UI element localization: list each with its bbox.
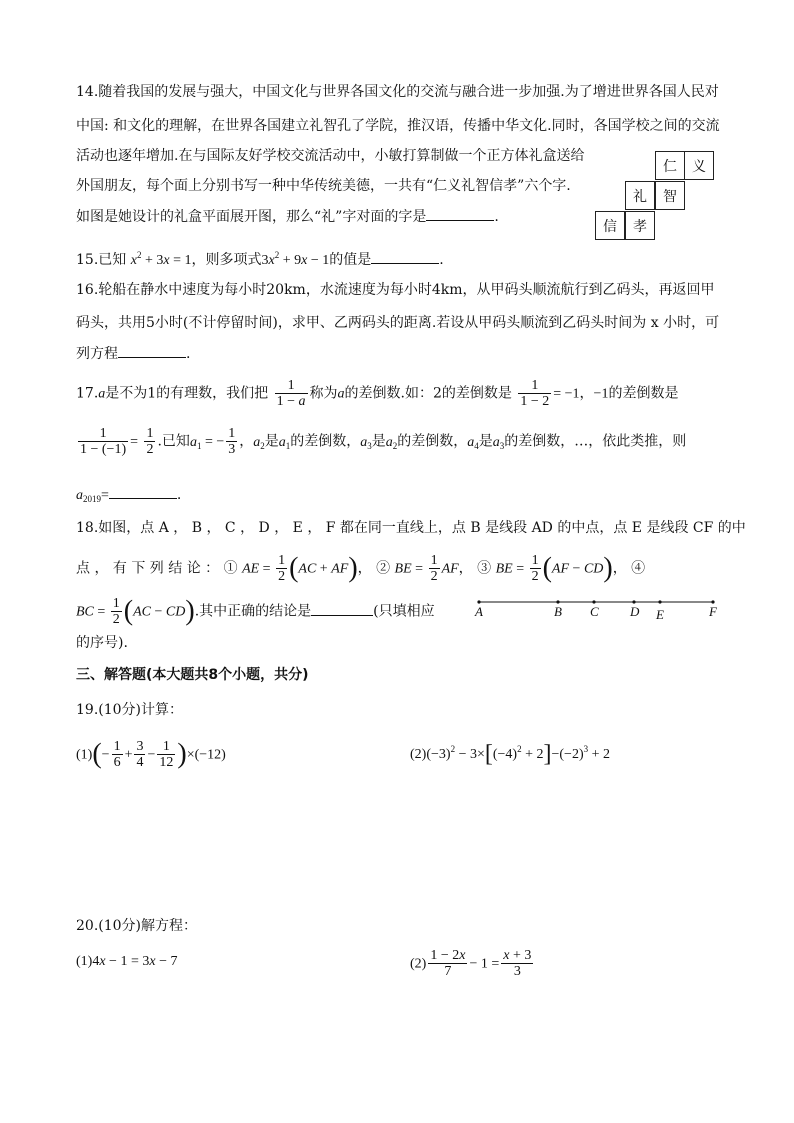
q18-circle-1: ① <box>223 560 238 577</box>
cube-cell-xin: 信 <box>595 211 625 240</box>
cube-cell-zhi: 智 <box>655 181 685 210</box>
q18-circle-2: ② <box>376 560 391 577</box>
fraction-1-over-1-minus-neg1: $\frac{1}{1 - (-1)}$ <box>80 426 127 457</box>
q15-poly: $3x^2 + 9x - 1$ <box>261 250 330 268</box>
cube-cell-li: 礼 <box>625 181 655 210</box>
q17-text: 的差倒数，…，依此类推，则 <box>504 433 687 450</box>
cube-cell-xiao: 孝 <box>625 211 655 240</box>
q19-part1: (1)(− $\frac{1}{6}$ + $\frac{3}{4}$ − $\frac{1}{12}$ )×(−12) <box>76 738 226 770</box>
q14-line1: 14.随着我国的发展与强大，中国文化与世界各国文化的交流与融合进一步加强.为了增进世界各国人民对 <box>76 84 719 100</box>
q17-text: = −1，−1的差倒数是 <box>553 386 679 402</box>
label-point-d: D <box>630 604 640 619</box>
cube-cell-ren: 仁 <box>655 151 685 180</box>
q17-text: 的差倒数.如：2的差倒数是 <box>344 385 512 402</box>
q17-line2: $\frac{1}{1 - (-1)}$ = $\frac{1}{2}$ .已知$a_1$ = − $\frac{1}{3}$ ，$a_2$是$a_1$的差倒数，$a_3$是$a_2$的差倒数，$a_4$是$a_3$的差倒数，…，依此类推，则 <box>80 426 687 457</box>
equals: = <box>101 488 109 503</box>
q16-line1: 16.轮船在静水中速度为每小时20km，水流速度为每小时4km，从甲码头顺流航行到乙码头，再返回甲 <box>76 282 715 298</box>
q17-text: 是不为1的有理数，我们把 <box>105 385 269 402</box>
q18-line1: 18.如图，点 A ， B ， C ， D ， E ， F 都在同一直线上，点 B 是线段 AD 的中点，点 E 是线段 CF 的中 <box>76 520 746 536</box>
q17-text: 是 <box>478 433 493 450</box>
q14-line5-text: 如图是她设计的礼盒平面展开图，那么“礼”字对面的字是 <box>76 209 427 225</box>
q18-text: 点 ， 有 下 列 结 论 ： <box>76 560 220 577</box>
q19-title: 19.(10分)计算： <box>76 702 184 718</box>
q19-part2: $(2)(-3)^2 - 3\times[(-4)^2 + 2]-(-2)^3 + 2$ <box>410 741 611 767</box>
q18-text: (只填相应 <box>373 603 435 620</box>
q17-text: 的差倒数， <box>290 433 361 450</box>
point-e <box>658 600 661 603</box>
q17-line3: $a_{2019}=$ . <box>76 484 181 509</box>
answer-blank <box>426 206 494 221</box>
answer-blank <box>109 484 177 499</box>
q15-prefix: 15.已知 <box>76 252 127 268</box>
q14-line3: 活动也逐年增加.在与国际友好学校交流活动中，小敏打算制做一个正方体礼盒送给 <box>76 148 585 164</box>
var-a: a <box>76 488 83 503</box>
q15-suffix: 的值是 <box>329 252 372 268</box>
q18-circle-4: ④ <box>631 560 646 577</box>
fraction-half: $\frac{1}{2}$ <box>146 426 154 457</box>
cube-cell-yi: 义 <box>684 151 714 180</box>
var-a: a <box>98 386 106 402</box>
fraction-1-over-1-minus-2: $\frac{1}{1 - 2}$ <box>520 378 550 409</box>
q17-text: 是 <box>371 433 386 450</box>
label-point-b: B <box>554 604 562 619</box>
q15-mid: ，则多项式 <box>191 252 262 268</box>
subscript-2019: 2019 <box>83 494 101 504</box>
q18-circle-3: ③ <box>477 560 492 577</box>
q18-line2: 点 ， 有 下 列 结 论 ： ① AE = $\frac{1}{2}$ (AC + AF)， ② BE = $\frac{1}{2}$ AF， ③ BE = $\frac{1}{2}$ (AF − CD)， ④ <box>76 552 646 584</box>
fraction-1-over-1-minus-a: $\frac{1}{1 - a}$ <box>276 378 306 409</box>
answer-blank <box>311 601 373 616</box>
q17-text: 是 <box>264 433 279 450</box>
label-point-f: F <box>709 604 717 619</box>
q20-part2-label: (2) <box>410 956 427 972</box>
q17-text: .已知 <box>157 433 190 450</box>
q16-line3-text: 列方程 <box>76 346 118 362</box>
q14-line2: 中国: 和文化的理解，在世界各国建立礼智孔了学院，推汉语，传播中华文化.同时，各国学校之间的交流 <box>76 118 720 134</box>
q19-part2-label: (2) <box>410 747 427 762</box>
q20-part1: (1)4x − 1 = 3x − 7 <box>76 954 178 969</box>
q19-part1-label: (1) <box>76 747 93 763</box>
q15-line: 15.已知 $x^2 + 3x = 1$，则多项式$3x^2 + 9x - 1$的值是 . <box>76 250 444 268</box>
q15-given-eq: $x^2 + 3x = 1$ <box>130 250 192 268</box>
q18-text: .其中正确的结论是 <box>194 603 312 620</box>
answer-blank <box>118 343 186 358</box>
label-point-c: C <box>590 604 599 619</box>
answer-blank <box>371 249 439 264</box>
section-3-heading: 三、解答题(本大题共8个小题，共分) <box>76 667 309 683</box>
q18-line4: 的序号). <box>76 635 128 651</box>
q14-line4: 外国朋友，每个面上分别书写一种中华传统美德，一共有“仁义礼智信孝”六个字. <box>76 178 571 194</box>
q20-part1-label: (1) <box>76 954 93 969</box>
q17-line1 <box>76 378 678 409</box>
q18-line3: BC = $\frac{1}{2}$ (AC − CD).其中正确的结论是 (只填相应 <box>76 595 435 627</box>
q16-line3: 列方程 . <box>76 343 190 364</box>
var-a: a <box>337 386 345 402</box>
q20-part2: (2) $\frac{1 - 2x}{7}$ − 1 = $\frac{x + 3}{3}$ <box>410 948 532 979</box>
q20-title: 20.(10分)解方程： <box>76 918 198 934</box>
q17-num: 17. <box>76 385 99 402</box>
q14-line5: 如图是她设计的礼盒平面展开图，那么“礼”字对面的字是 . <box>76 206 499 227</box>
q17-text: 称为 <box>309 385 338 402</box>
label-point-a: A <box>475 604 483 619</box>
fraction-third: $\frac{1}{3}$ <box>228 426 236 457</box>
q17-text: 的差倒数， <box>397 433 468 450</box>
label-point-e: E <box>656 607 664 622</box>
q16-line2: 码头，共用5小时(不计停留时间)，求甲、乙两码头的距离.若设从甲码头顺流到乙码头时间为 x 小时，可 <box>76 315 720 331</box>
